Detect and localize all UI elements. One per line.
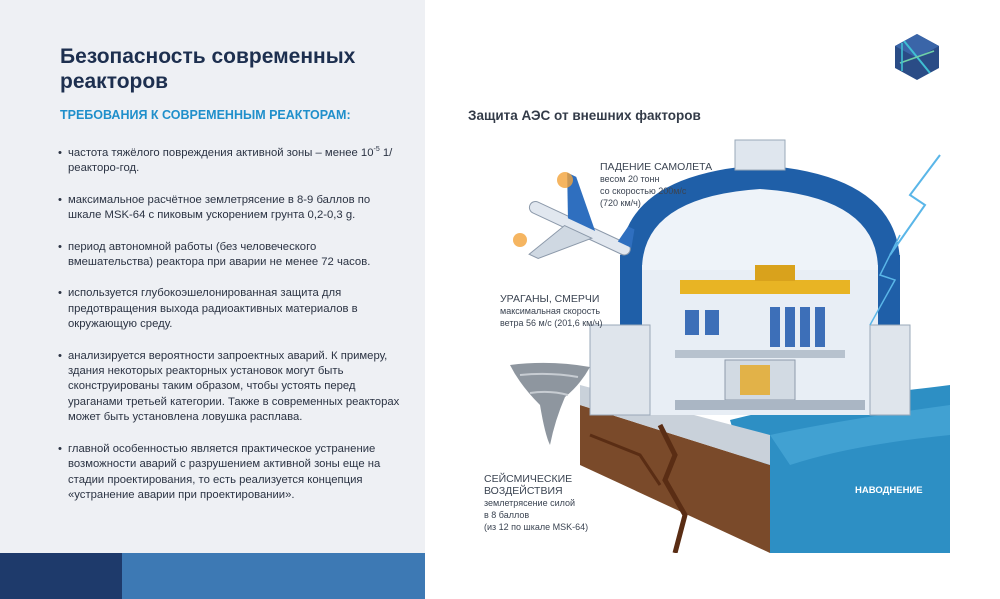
footer-bar-light: [122, 553, 425, 599]
page-title: Безопасность современных реакторов: [60, 45, 356, 93]
cube-logo-icon: [894, 33, 940, 81]
hurricane-annotation: УРАГАНЫ, СМЕРЧИ максимальная скорость ветра 56 м/с (201,6 км/ч): [500, 293, 603, 328]
seismic-annotation: СЕЙСМИЧЕСКИЕ ВОЗДЕЙСТВИЯ землетрясение силой в 8 баллов (из 12 по шкале MSK-64): [484, 473, 589, 532]
requirement-item: • анализируется вероятности запроектных аварий. К примеру, здания некоторых реакторных установок могут быть сконструированы таким образом, чтобы устоять перед ураганами третьей категории. Также в современных реакторах может быть установлена ловушка расплава.: [58, 349, 403, 426]
requirements-list: [58, 146, 403, 519]
requirement-item: • используется глубокоэшелонированная защита для предотвращения выхода радиоактивных материалов в окружающую среду.: [58, 286, 403, 332]
requirements-heading: ТРЕБОВАНИЯ К СОВРЕМЕННЫМ РЕАКТОРАМ:: [60, 108, 351, 122]
figure-title: Защита АЭС от внешних факторов: [468, 108, 701, 123]
plane-crash-annotation: ПАДЕНИЕ САМОЛЕТА весом 20 тонн со скоростью 200м/с (720 км/ч): [600, 161, 713, 208]
npp-protection-illustration: [470, 135, 950, 553]
requirement-item: • максимальное расчётное землетрясение в 8-9 баллов по шкале MSK-64 с пиковым ускорением грунта 0,2-0,3 g.: [58, 193, 403, 224]
requirement-item: • период автономной работы (без человеческого вмешательства) реактора при аварии не менее 72 часов.: [58, 240, 403, 271]
requirement-item: • главной особенностью является практическое устранение возможности аварий с разрушением активной зоны еще на стадии проектирования, то есть реализуется концепция «устранение аварии при проектировании».: [58, 442, 403, 504]
requirement-item: • частота тяжёлого повреждения активной зоны – менее $10^{-5}$ 1/реакторо-год.: [58, 146, 403, 177]
flood-label: НАВОДНЕНИЕ: [855, 485, 923, 496]
footer-bar-dark: [0, 553, 122, 599]
